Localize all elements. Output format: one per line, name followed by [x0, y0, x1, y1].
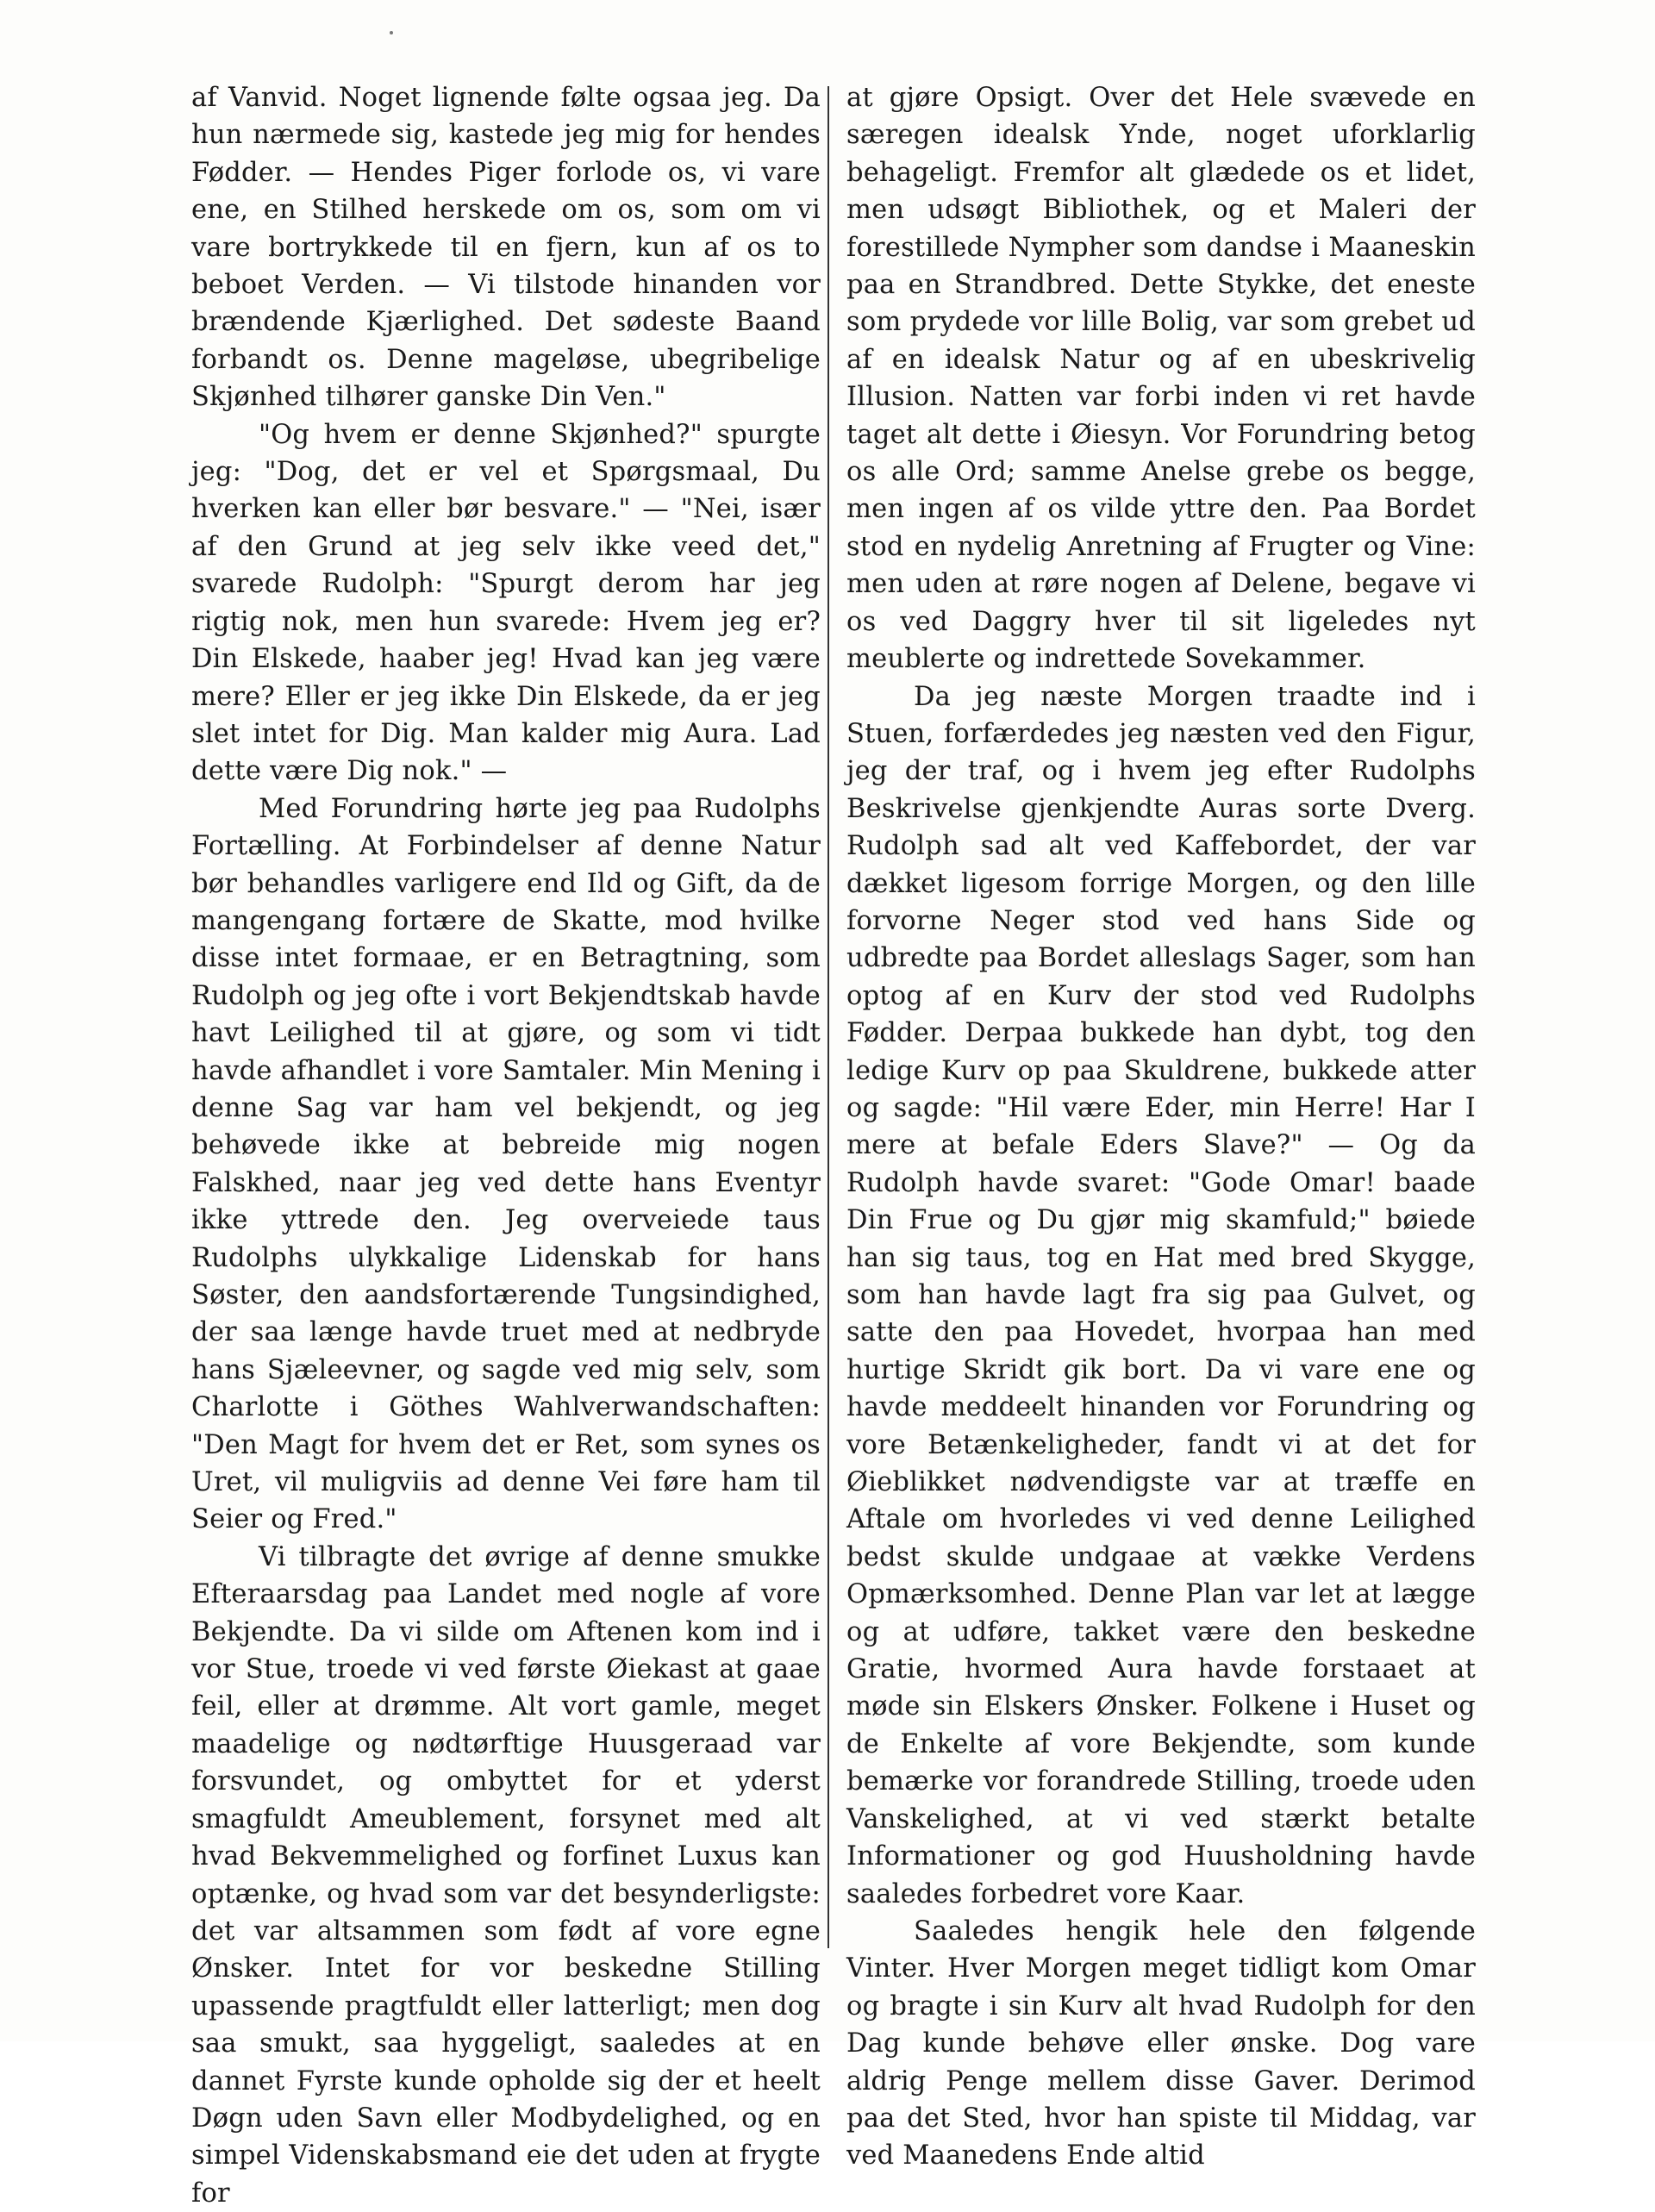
paragraph: Vi tilbragte det øvrige af denne smukke Efteraarsdag paa Landet med nogle af vore Bekjendte. Da vi silde om Aftenen kom ind i vor Stue, troede vi ved første Øiekast at gaae feil, eller at drømme. Alt vort gamle, meget maadelige og nødtørftige Huusgeraad var forsvundet, og ombyttet for et yderst smagfuldt Ameublement, forsynet med alt hvad Bekvemmelighed og forfinet Luxus kan optænke, og hvad som var det besynderligste: det var altsammen som født af vore egne Ønsker. Intet for vor beskedne Stilling upassende pragtfuldt eller latterligt; men dog saa smukt, saa hyggeligt, saaledes at en dannet Fyrste kunde opholde sig der et heelt Døgn uden Savn eller Modbydelighed, og en simpel Videnskabsmand eie det uden at frygte for	[191, 1541, 821, 2209]
paragraph: af Vanvid. Noget lignende følte ogsaa jeg. Da hun nærmede sig, kastede jeg mig for hendes Fødder. — Hendes Piger forlode os, vi vare ene, en Stilhed herskede om os, som om vi vare bortrykkede til en fjern, kun af os to beboet Verden. — Vi tilstode hinanden vor brændende Kjærlighed. Det sødeste Baand forbandt os. Denne mageløse, ubegribelige Skjønhed tilhører ganske Din Ven."	[191, 83, 821, 413]
paragraph: "Og hvem er denne Skjønhed?" spurgte jeg: "Dog, det er vel et Spørgsmaal, Du hverken kan eller bør besvare." — "Nei, især af den Grund at jeg selv ikke veed det," svarede Rudolph: "Spurgt derom har jeg rigtig nok, men hun svarede: Hvem jeg er? Din Elskede, haaber jeg! Hvad kan jeg være mere? Eller er jeg ikke Din Elskede, da er jeg slet intet for Dig. Man kalder mig Aura. Lad dette være Dig nok." —	[191, 419, 821, 787]
paragraph: Saaledes hengik hele den følgende Vinter. Hver Morgen meget tidligt kom Omar og bragte i sin Kurv alt hvad Rudolph for den Dag kunde behøve eller ønske. Dog vare aldrig Penge mellem disse Gaver. Derimod paa det Sted, hvor han spiste til Middag, var ved Maanedens Ende altid	[846, 1915, 1476, 2171]
column-divider	[828, 86, 829, 1948]
print-speck	[390, 31, 393, 34]
paragraph: Med Forundring hørte jeg paa Rudolphs Fortælling. At Forbindelser af denne Natur bør behandles varligere end Ild og Gift, da de mangengang fortære de Skatte, mod hvilke disse intet formaae, er en Betragtning, som Rudolph og jeg ofte i vort Bekjendtskab havde havt Leilighed til at gjøre, og som vi tidt havde afhandlet i vore Samtaler. Min Mening i denne Sag var ham vel bekjendt, og jeg behøvede ikke at bebreide mig nogen Falskhed, naar jeg ved dette hans Eventyr ikke yttrede den. Jeg overveiede taus Rudolphs ulykkalige Lidenskab for hans Søster, den aandsfortærende Tungsindighed, der saa længe havde truet med at nedbryde hans Sjæleevner, og sagde ved mig selv, som Charlotte i Göthes Wahlverwandschaften: "Den Magt for hvem det er Ret, som synes os Uret, vil muligviis ad denne Vei føre ham til Seier og Fred."	[191, 793, 821, 1535]
paragraph: at gjøre Opsigt. Over det Hele svævede en særegen idealsk Ynde, noget uforklarlig behageligt. Fremfor alt glædede os et lidet, men udsøgt Bibliothek, og et Maleri der forestillede Nympher som dandse i Maaneskin paa en Strandbred. Dette Stykke, det eneste som prydede vor lille Bolig, var som grebet ud af en idealsk Natur og af en ubeskrivelig Illusion. Natten var forbi inden vi ret havde taget alt dette i Øiesyn. Vor Forundring betog os alle Ord; samme Anelse grebe os begge, men ingen af os vilde yttre den. Paa Bordet stod en nydelig Anretning af Frugter og Vine: men uden at røre nogen af Delene, begave vi os ved Daggry hver til sit ligeledes nyt meublerte og indrettede Sovekammer.	[846, 83, 1476, 675]
right-column	[846, 79, 1476, 2175]
paragraph: Da jeg næste Morgen traadte ind i Stuen, forfærdedes jeg næsten ved den Figur, jeg der traf, og i hvem jeg efter Rudolphs Beskrivelse gjenkjendte Auras sorte Dverg. Rudolph sad alt ved Kaffebordet, der var dækket ligesom forrige Morgen, og den lille forvorne Neger stod ved hans Side og udbredte paa Bordet alleslags Sager, som han optog af en Kurv der stod ved Rudolphs Fødder. Derpaa bukkede han dybt, tog den ledige Kurv op paa Skuldrene, bukkede atter og sagde: "Hil være Eder, min Herre! Har I mere at befale Eders Slave?" — Og da Rudolph havde svaret: "Gode Omar! baade Din Frue og Du gjør mig skamfuld;" bøiede han sig taus, tog en Hat med bred Skygge, som han havde lagt fra sig paa Gulvet, og satte den paa Hovedet, hvorpaa han med hurtige Skridt gik bort. Da vi vare ene og havde meddeelt hinanden vor Forundring og vore Betænkeligheder, fandt vi at det for Øieblikket nødvendigste var at træffe en Aftale om hvorledes vi ved denne Leilighed bedst skulde undgaae at vække Verdens Opmærksomhed. Denne Plan var let at lægge og at udføre, takket være den beskedne Gratie, hvormed Aura havde forstaaet at møde sin Elskers Ønsker. Folkene i Huset og de Enkelte af vore Bekjendte, som kunde bemærke vor forandrede Stilling, troede uden Vanskelighed, at vi ved stærkt betalte Informationer og god Huusholdning havde saaledes forbedret vore Kaar.	[846, 681, 1476, 1909]
left-column	[191, 79, 821, 2212]
